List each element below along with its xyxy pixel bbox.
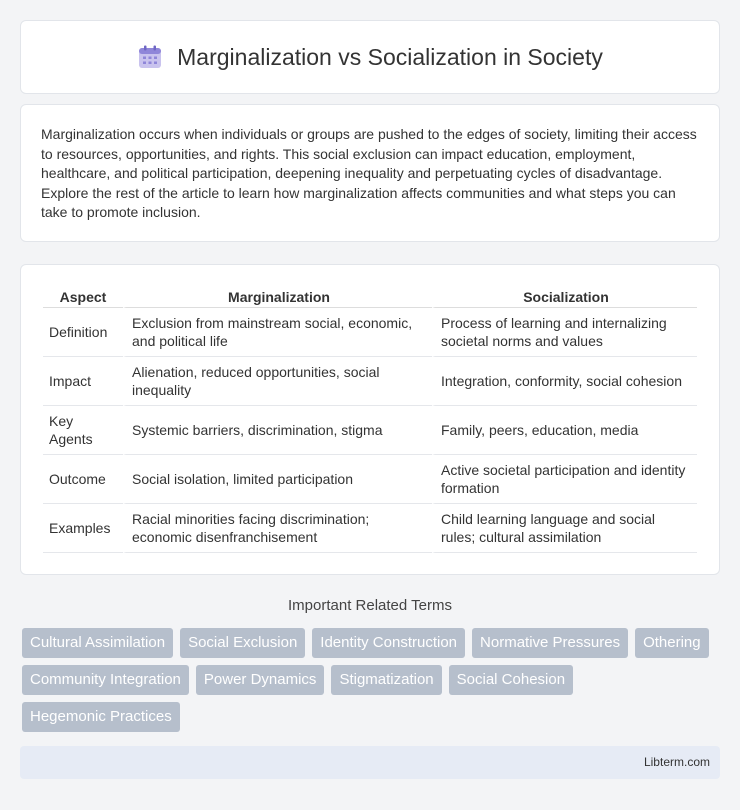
header-aspect: Aspect: [43, 285, 123, 308]
cell-socialization: Active societal participation and identity formation: [432, 455, 697, 504]
tag-social-exclusion[interactable]: Social Exclusion: [180, 628, 305, 658]
cell-aspect: Outcome: [43, 455, 123, 504]
tag-identity-construction[interactable]: Identity Construction: [312, 628, 465, 658]
table-row: [43, 357, 697, 406]
cell-aspect: Definition: [43, 308, 123, 357]
title-wrap: [137, 44, 603, 71]
page-title: Marginalization vs Socialization in Society: [177, 43, 603, 70]
cell-marginalization: Social isolation, limited participation: [123, 455, 432, 504]
tag-stigmatization[interactable]: Stigmatization: [331, 665, 441, 695]
comparison-table: [43, 285, 697, 553]
tag-social-cohesion[interactable]: Social Cohesion: [449, 665, 573, 695]
table-row: [43, 504, 697, 553]
table-row: [43, 406, 697, 455]
cell-marginalization: Alienation, reduced opportunities, social inequality: [123, 357, 432, 406]
cell-marginalization: Systemic barriers, discrimination, stigma: [123, 406, 432, 455]
tag-normative-pressures[interactable]: Normative Pressures: [472, 628, 628, 658]
intro-card: [20, 104, 720, 242]
calendar-icon: [137, 44, 163, 70]
tag-othering[interactable]: Othering: [635, 628, 709, 658]
cell-aspect: Key Agents: [43, 406, 123, 455]
tag-community-integration[interactable]: Community Integration: [22, 665, 189, 695]
comparison-table-card: [20, 264, 720, 575]
header-marginalization: Marginalization: [123, 285, 432, 308]
related-terms-tags: [22, 628, 722, 732]
header-card: [20, 20, 720, 94]
tag-hegemonic-practices[interactable]: Hegemonic Practices: [22, 702, 180, 732]
cell-marginalization: Exclusion from mainstream social, economic, and political life: [123, 308, 432, 357]
footer: [20, 746, 720, 779]
tag-cultural-assimilation[interactable]: Cultural Assimilation: [22, 628, 173, 658]
cell-socialization: Integration, conformity, social cohesion: [432, 357, 697, 406]
footer-link[interactable]: Libterm.com: [643, 755, 710, 769]
header-socialization: Socialization: [432, 285, 697, 308]
cell-socialization: Child learning language and social rules; cultural assimilation: [432, 504, 697, 553]
related-terms-title: Important Related Terms: [288, 597, 452, 614]
tag-power-dynamics[interactable]: Power Dynamics: [196, 665, 325, 695]
cell-aspect: Examples: [43, 504, 123, 553]
table-row: [43, 308, 697, 357]
intro-text: Marginalization occurs when individuals or groups are pushed to the edges of society, limiting their access to resources, opportunities, and rights. This social exclusion can impact education, employment, healthcare, and political participation, deepening inequality and perpetuating cycles of disadvantage. Explore the rest of the article to learn how marginalization affects communities and what steps you can take to promote inclusion.: [41, 126, 697, 220]
cell-socialization: Family, peers, education, media: [432, 406, 697, 455]
cell-socialization: Process of learning and internalizing societal norms and values: [432, 308, 697, 357]
cell-aspect: Impact: [43, 357, 123, 406]
cell-marginalization: Racial minorities facing discrimination; economic disenfranchisement: [123, 504, 432, 553]
table-row: [43, 455, 697, 504]
table-header-row: [43, 285, 697, 308]
